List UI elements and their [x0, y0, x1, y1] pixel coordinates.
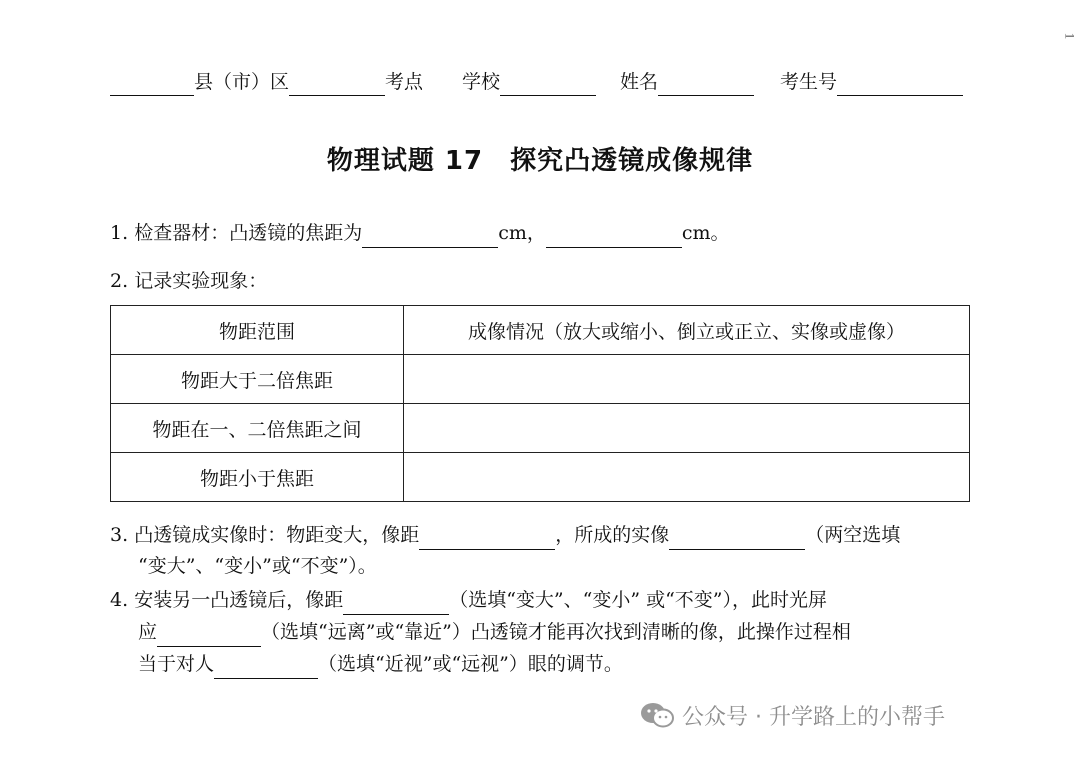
school-label: 学校: [462, 71, 501, 93]
name-blank[interactable]: [658, 95, 754, 96]
page-title: 物理试题 17 探究凸透镜成像规律: [326, 146, 754, 176]
image-distance-blank[interactable]: [419, 549, 555, 550]
table-row: [111, 453, 970, 502]
q2-number: 2.: [110, 270, 129, 292]
county-blank[interactable]: [110, 95, 194, 96]
answer-cell[interactable]: [404, 453, 970, 502]
q3-text-a: 凸透镜成实像时：物距变大，像距: [134, 524, 420, 546]
q1-number: 1.: [110, 222, 129, 244]
header-image-properties: 成像情况（放大或缩小、倒立或正立、实像或虚像）: [404, 306, 970, 355]
q3-number: 3.: [110, 524, 129, 546]
real-image-blank[interactable]: [669, 549, 805, 550]
wechat-icon: [640, 701, 674, 735]
row-label: 物距在一、二倍焦距之间: [111, 404, 404, 453]
question-3: [110, 520, 900, 550]
watermark-text: 公众号 · 升学路上的小帮手: [682, 705, 945, 730]
question-2: [110, 266, 267, 296]
table-row: [111, 355, 970, 404]
q4-text-f: （选填“近视”或“远视”）眼的调节。: [318, 653, 623, 675]
county-field: [110, 68, 423, 96]
page-number: 1: [1061, 32, 1077, 40]
question-1: [110, 218, 730, 248]
q1-text: 检查器材：凸透镜的焦距为: [134, 222, 363, 244]
table-header-row: [111, 306, 970, 355]
table-row: [111, 404, 970, 453]
answer-cell[interactable]: [404, 404, 970, 453]
q3-text-d: “变大”、“变小”或“不变”）。: [138, 555, 377, 577]
exam-header: [110, 68, 970, 98]
focal-length-blank-1[interactable]: [362, 247, 498, 248]
name-field: [620, 68, 754, 96]
q4-number: 4.: [110, 589, 129, 611]
question-4-line-2: [138, 617, 851, 647]
watermark: [640, 700, 945, 735]
q4-text-d: （选填“远离”或“靠近”）凸透镜才能再次找到清晰的像，此操作过程相: [261, 621, 851, 643]
results-table: [110, 305, 970, 502]
eye-type-blank[interactable]: [214, 678, 318, 679]
exam-number-field: [780, 68, 963, 96]
q1-unit-1: cm，: [498, 222, 546, 244]
question-4-line-3: [138, 649, 623, 679]
question-3-cont: [138, 551, 377, 581]
district-blank[interactable]: [289, 95, 385, 96]
q1-unit-2: cm。: [681, 222, 730, 244]
exam-site-label: 考点: [385, 71, 424, 93]
exam-number-blank[interactable]: [837, 95, 963, 96]
q3-text-c: （两空选填: [805, 524, 901, 546]
focal-length-blank-2[interactable]: [546, 247, 682, 248]
school-blank[interactable]: [500, 95, 596, 96]
row-label: 物距大于二倍焦距: [111, 355, 404, 404]
row-label: 物距小于焦距: [111, 453, 404, 502]
q2-text: 记录实验现象：: [134, 270, 268, 292]
school-field: [462, 68, 596, 96]
image-distance-change-blank[interactable]: [343, 614, 449, 615]
q4-text-e: 当于对人: [138, 653, 215, 675]
screen-move-blank[interactable]: [157, 646, 261, 647]
q4-text-a: 安装另一凸透镜后，像距: [134, 589, 344, 611]
question-4: [110, 585, 827, 615]
q3-text-b: ，所成的实像: [555, 524, 670, 546]
county-label: 县（市）区: [194, 71, 290, 93]
q4-text-b: （选填“变大”、“变小” 或“不变”），此时光屏: [449, 589, 828, 611]
header-object-distance: 物距范围: [111, 306, 404, 355]
q4-text-c: 应: [138, 621, 158, 643]
exam-number-label: 考生号: [780, 71, 838, 93]
answer-cell[interactable]: [404, 355, 970, 404]
name-label: 姓名: [620, 71, 659, 93]
